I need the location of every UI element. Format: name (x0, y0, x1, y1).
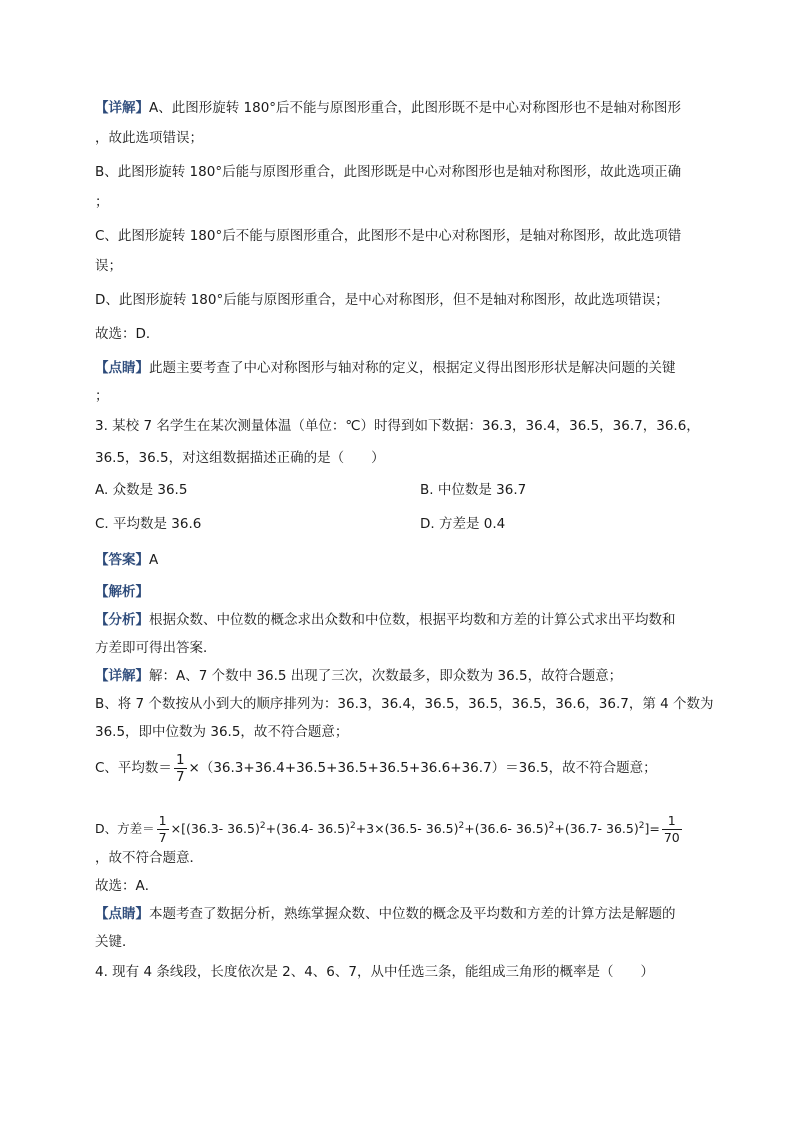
q3-stem-line1: 3. 某校 7 名学生在某次测量体温（单位：℃）时得到如下数据：36.3，36.4，36.5，36.7，36.6， (95, 418, 700, 434)
q2-detail-line-a2: ，故此选项错误； (95, 130, 203, 146)
q2-comment-line2: ； (95, 388, 109, 404)
q2-comment-line1: 【点睛】此题主要考查了中心对称图形与轴对称的定义，根据定义得出图形形状是解决问题的关键 (95, 360, 676, 376)
fraction-one-seventieth: $\frac{1}{70}$ (663, 813, 680, 846)
q3-detail-d: D、方差＝ $\frac{1}{7}$ ×[(36.3- 36.5)$^2$+(36.4- 36.5)$^2$+3×(36.5- 36.5)$^2$+(36.6- 36.5)$^2$+(36.7- 36.5)$^2$]= $\frac{1}{70}$ (95, 813, 680, 846)
fraction-one-seventh: $\frac{1}{7}$ (158, 813, 167, 846)
q2-detail-line-b2: ； (95, 194, 109, 210)
q2-detail-line-d1: D、此图形旋转 180°后能与原图形重合，是中心对称图形，但不是轴对称图形，故此选项错误； (95, 292, 669, 308)
q2-detail-line-a1: 【详解】A、此图形旋转 180°后不能与原图形重合，此图形既不是中心对称图形也不是轴对称图形 (95, 100, 682, 116)
q3-option-a: A. 众数是 36.5 (95, 482, 188, 498)
q3-comment-line2: 关键． (95, 934, 136, 950)
comment-tag: 【点睛】 (95, 360, 149, 376)
q3-stem-line2: 36.5，36.5，对这组数据描述正确的是（ ） (95, 450, 385, 466)
q3-detail-c: C、平均数＝ $\frac{1}{7}$ ×（36.3+36.4+36.5+36.5+36.5+36.6+36.7）＝36.5，故不符合题意； (95, 751, 657, 785)
q3-detail-a: 【详解】解：A、7 个数中 36.5 出现了三次，次数最多，即众数为 36.5，故符合题意； (95, 668, 623, 684)
q3-detail-b1: B、将 7 个数按从小到大的顺序排列为：36.3，36.4，36.5，36.5，36.5，36.6，36.7，第 4 个数为 (95, 696, 714, 712)
detail-tag: 【详解】 (95, 100, 149, 116)
q3-option-b: B. 中位数是 36.7 (420, 482, 527, 498)
q3-comment-line1: 【点睛】本题考查了数据分析，熟练掌握众数、中位数的概念及平均数和方差的计算方法是解题的 (95, 906, 676, 922)
q3-fenxi-line2: 方差即可得出答案． (95, 640, 217, 656)
q3-detail-b2: 36.5，即中位数为 36.5，故不符合题意； (95, 724, 349, 740)
q3-detail-d2: ，故不符合题意． (95, 850, 203, 866)
q2-choose: 故选：D． (95, 326, 160, 342)
q3-option-d: D. 方差是 0.4 (420, 516, 506, 532)
q3-option-c: C. 平均数是 36.6 (95, 516, 202, 532)
q2-detail-line-c2: 误； (95, 258, 122, 274)
q3-answer: 【答案】A (95, 552, 159, 568)
q3-analysis-tag: 【解析】 (95, 584, 149, 600)
q3-fenxi-line1: 【分析】根据众数、中位数的概念求出众数和中位数，根据平均数和方差的计算公式求出平均数和 (95, 612, 676, 628)
q3-choose: 故选：A． (95, 878, 159, 894)
fraction-one-seventh: $\frac{1}{7}$ (175, 751, 185, 785)
q4-stem: 4. 现有 4 条线段，长度依次是 2、4、6、7，从中任选三条，能组成三角形的概率是（ ） (95, 964, 654, 980)
q2-detail-line-c1: C、此图形旋转 180°后不能与原图形重合，此图形不是中心对称图形，是轴对称图形，故此选项错 (95, 228, 682, 244)
q2-detail-line-b1: B、此图形旋转 180°后能与原图形重合，此图形既是中心对称图形也是轴对称图形，故此选项正确 (95, 164, 682, 180)
